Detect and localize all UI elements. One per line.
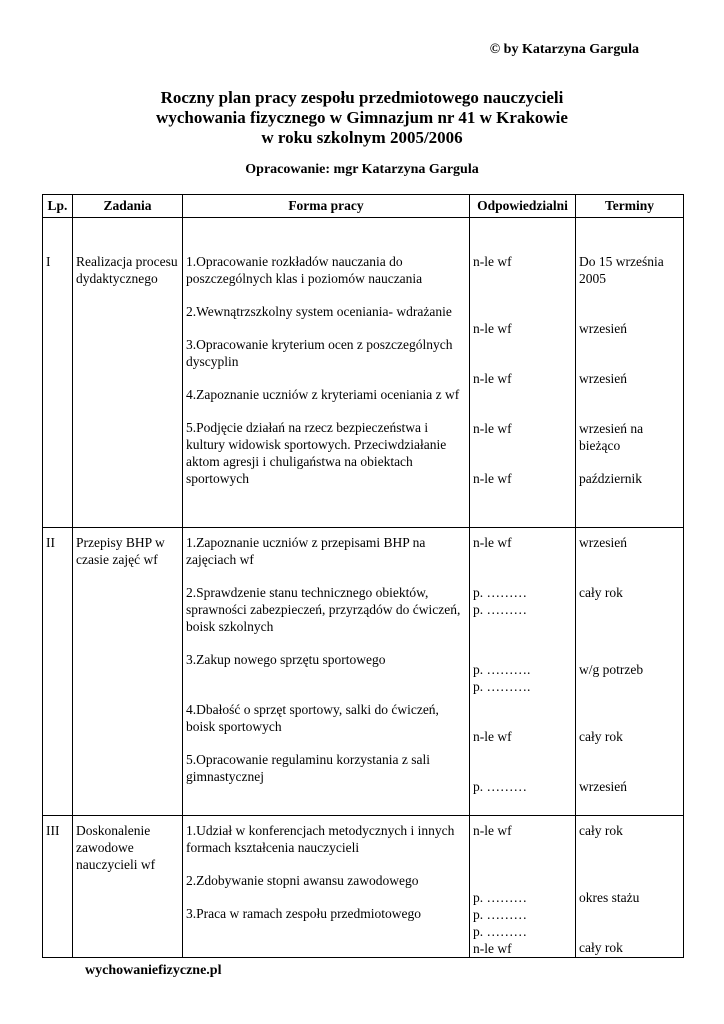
odp-item: n-le wf <box>473 729 512 744</box>
copyright-notice: © by Katarzyna Gargula <box>489 42 639 57</box>
odp-item: p. ……… <box>473 924 527 939</box>
forma-item: 5.Podjęcie działań na rzecz bezpieczeństwa i kultury widowisk sportowych. Przeciwdziałanie aktom agresji i chuligaństwa na obiektach sportowych <box>186 420 447 486</box>
termin-item: wrzesień <box>579 371 627 386</box>
odp-item: p. ……… <box>473 585 527 600</box>
cell-zadanie: Przepisy BHP w czasie zajęć wf <box>73 528 183 816</box>
odp-item: p. ………. <box>473 679 531 694</box>
author-line: Opracowanie: mgr Katarzyna Gargula <box>245 162 479 177</box>
cell-lp: III <box>43 816 73 958</box>
termin-item: wrzesień na bieżąco <box>579 421 644 453</box>
title-line-2: wychowania fizycznego w Gimnazjum nr 41 w Krakowie <box>156 108 568 127</box>
cell-forma <box>183 816 470 958</box>
forma-item: 1.Udział w konferencjach metodycznych i innych formach kształcenia nauczycieli <box>186 823 455 855</box>
cell-odpowiedzialni <box>470 218 576 528</box>
footer-site: wychowaniefizyczne.pl <box>85 963 222 978</box>
termin-item: wrzesień <box>579 321 627 336</box>
title-line-1: Roczny plan pracy zespołu przedmiotowego nauczycieli <box>160 88 564 107</box>
termin-item: wrzesień <box>579 779 627 794</box>
table-row <box>43 816 684 958</box>
odp-item: n-le wf <box>473 321 512 336</box>
forma-item: 1.Zapoznanie uczniów z przepisami BHP na zajęciach wf <box>186 535 426 567</box>
forma-item: 1.Opracowanie rozkładów nauczania do poszczególnych klas i poziomów nauczania <box>186 254 423 286</box>
forma-item: 2.Wewnątrzszkolny system oceniania- wdrażanie <box>186 304 452 319</box>
odp-item: p. ……… <box>473 779 527 794</box>
cell-lp: II <box>43 528 73 816</box>
cell-zadanie: Doskonalenie zawodowe nauczycieli wf <box>73 816 183 958</box>
header-terminy: Terminy <box>576 195 684 218</box>
forma-item: 3.Opracowanie kryterium ocen z poszczególnych dyscyplin <box>186 337 453 369</box>
cell-forma <box>183 218 470 528</box>
odp-item: n-le wf <box>473 421 512 436</box>
forma-item: 2.Zdobywanie stopni awansu zawodowego <box>186 873 419 888</box>
cell-terminy <box>576 528 684 816</box>
cell-zadanie: Realizacja procesu dydaktycznego <box>73 218 183 528</box>
forma-item: 3.Zakup nowego sprzętu sportowego <box>186 652 386 667</box>
table-header-row <box>43 195 684 218</box>
plan-table <box>42 194 684 958</box>
odp-item: n-le wf <box>473 371 512 386</box>
termin-item: okres stażu <box>579 890 640 905</box>
termin-item: cały rok <box>579 729 623 744</box>
forma-item: 4.Zapoznanie uczniów z kryteriami oceniania z wf <box>186 387 460 402</box>
cell-terminy <box>576 218 684 528</box>
header-forma-pracy: Forma pracy <box>183 195 470 218</box>
cell-odpowiedzialni <box>470 816 576 958</box>
odp-item: p. ………. <box>473 662 531 677</box>
odp-item: n-le wf <box>473 535 512 550</box>
table-row <box>43 218 684 528</box>
forma-item: 3.Praca w ramach zespołu przedmiotowego <box>186 906 422 921</box>
odp-item: p. ……… <box>473 890 527 905</box>
termin-item: październik <box>579 471 642 486</box>
forma-item: 4.Dbałość o sprzęt sportowy, salki do ćwiczeń, boisk sportowych <box>186 702 439 734</box>
cell-lp: I <box>43 218 73 528</box>
termin-item: cały rok <box>579 823 623 838</box>
forma-item: 2.Sprawdzenie stanu technicznego obiektów, sprawności zabezpieczeń, przyrządów do ćwiczeń, boisk szkolnych <box>186 585 461 634</box>
document-title <box>0 88 724 148</box>
cell-odpowiedzialni <box>470 528 576 816</box>
header-lp: Lp. <box>43 195 73 218</box>
termin-item: wrzesień <box>579 535 627 550</box>
odp-item: p. ……… <box>473 602 527 617</box>
odp-item: p. ……… <box>473 907 527 922</box>
termin-item: cały rok <box>579 585 623 600</box>
odp-item: n-le wf <box>473 941 512 956</box>
odp-item: n-le wf <box>473 823 512 838</box>
forma-item: 5.Opracowanie regulaminu korzystania z sali gimnastycznej <box>186 752 431 784</box>
header-zadania: Zadania <box>73 195 183 218</box>
title-line-3: w roku szkolnym 2005/2006 <box>261 128 463 147</box>
odp-item: n-le wf <box>473 254 512 269</box>
termin-item: Do 15 września 2005 <box>579 254 664 286</box>
odp-item: n-le wf <box>473 471 512 486</box>
cell-forma <box>183 528 470 816</box>
termin-item: cały rok <box>579 940 623 955</box>
header-odpowiedzialni: Odpowiedzialni <box>470 195 576 218</box>
termin-item: w/g potrzeb <box>579 662 644 677</box>
table-row <box>43 528 684 816</box>
cell-terminy <box>576 816 684 958</box>
